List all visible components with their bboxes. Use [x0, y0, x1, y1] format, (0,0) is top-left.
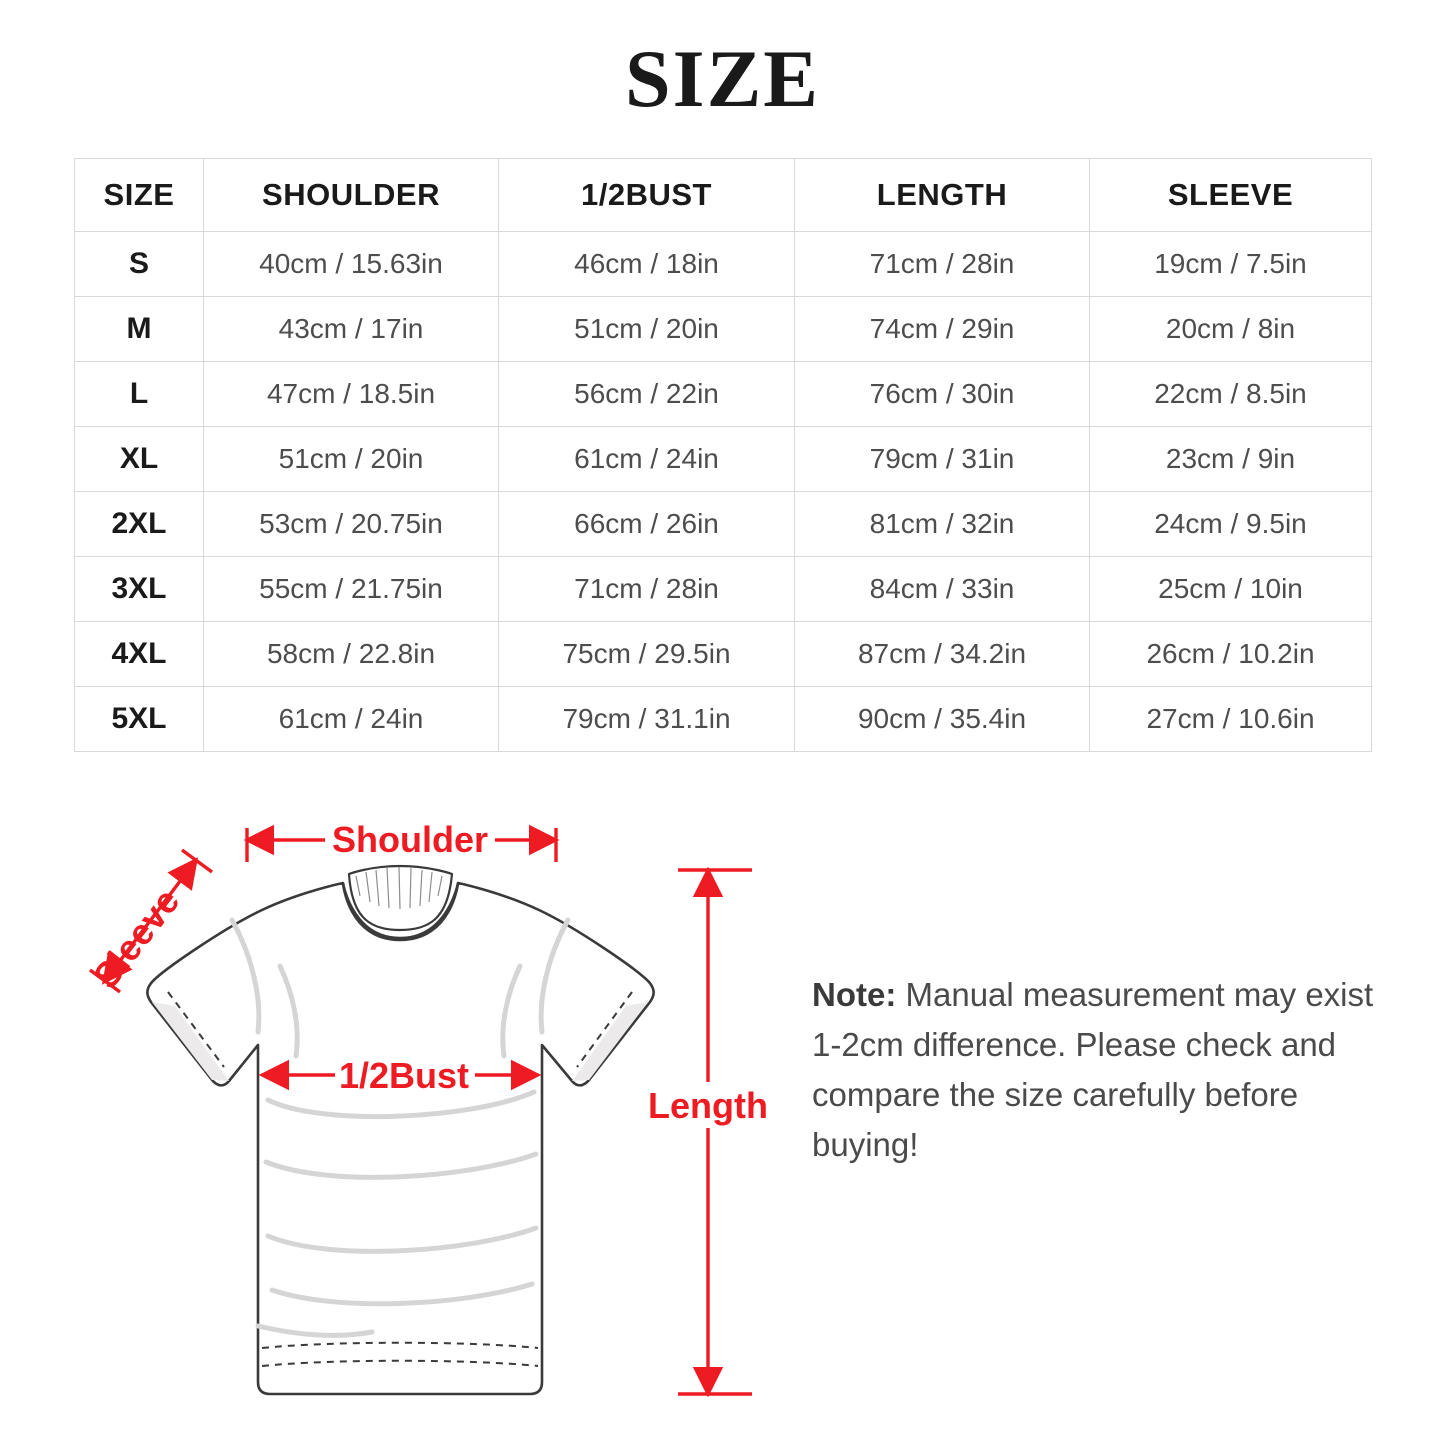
cell-shoulder: 51cm / 20in [204, 427, 499, 492]
cell-size: 5XL [75, 687, 204, 752]
page-title: SIZE [625, 33, 820, 124]
table-row [75, 297, 1372, 362]
table-row [75, 362, 1372, 427]
cell-length: 90cm / 35.4in [795, 687, 1090, 752]
cell-sleeve: 25cm / 10in [1090, 557, 1372, 622]
note-block [812, 970, 1382, 1171]
cell-sleeve: 22cm / 8.5in [1090, 362, 1372, 427]
note-text: Manual measurement may exist 1-2cm difference. Please check and compare the size carefully before buying! [812, 976, 1374, 1164]
bust-label: 1/2Bust [338, 1055, 470, 1096]
shoulder-label: Shoulder [331, 819, 489, 860]
table-row [75, 492, 1372, 557]
cell-shoulder: 61cm / 24in [204, 687, 499, 752]
cell-bust: 66cm / 26in [499, 492, 795, 557]
cell-sleeve: 19cm / 7.5in [1090, 232, 1372, 297]
cell-size: 4XL [75, 622, 204, 687]
table-row [75, 622, 1372, 687]
column-header-bust: 1/2BUST [499, 159, 795, 232]
cell-length: 71cm / 28in [795, 232, 1090, 297]
cell-shoulder: 53cm / 20.75in [204, 492, 499, 557]
cell-bust: 56cm / 22in [499, 362, 795, 427]
cell-size: XL [75, 427, 204, 492]
cell-sleeve: 20cm / 8in [1090, 297, 1372, 362]
size-chart-table [74, 158, 1372, 752]
cell-bust: 71cm / 28in [499, 557, 795, 622]
column-header-length: LENGTH [795, 159, 1090, 232]
table-row [75, 557, 1372, 622]
note-label: Note: [812, 976, 897, 1013]
shoulder-measure [247, 818, 556, 862]
cell-bust: 46cm / 18in [499, 232, 795, 297]
cell-shoulder: 58cm / 22.8in [204, 622, 499, 687]
tshirt-outline [147, 866, 653, 1394]
cell-length: 79cm / 31in [795, 427, 1090, 492]
cell-shoulder: 43cm / 17in [204, 297, 499, 362]
column-header-shoulder: SHOULDER [204, 159, 499, 232]
cell-size: L [75, 362, 204, 427]
cell-size: M [75, 297, 204, 362]
cell-shoulder: 40cm / 15.63in [204, 232, 499, 297]
cell-length: 74cm / 29in [795, 297, 1090, 362]
column-header-sleeve: SLEEVE [1090, 159, 1372, 232]
table-row [75, 232, 1372, 297]
cell-size: 3XL [75, 557, 204, 622]
cell-bust: 61cm / 24in [499, 427, 795, 492]
cell-sleeve: 24cm / 9.5in [1090, 492, 1372, 557]
cell-bust: 51cm / 20in [499, 297, 795, 362]
cell-length: 81cm / 32in [795, 492, 1090, 557]
cell-size: S [75, 232, 204, 297]
cell-shoulder: 55cm / 21.75in [204, 557, 499, 622]
length-label: Length [648, 1085, 768, 1126]
cell-length: 84cm / 33in [795, 557, 1090, 622]
table-row [75, 687, 1372, 752]
length-measure [648, 870, 768, 1394]
column-header-size: SIZE [75, 159, 204, 232]
cell-sleeve: 26cm / 10.2in [1090, 622, 1372, 687]
table-row [75, 427, 1372, 492]
cell-sleeve: 27cm / 10.6in [1090, 687, 1372, 752]
sleeve-label: Sleeve [84, 880, 188, 996]
cell-length: 76cm / 30in [795, 362, 1090, 427]
cell-length: 87cm / 34.2in [795, 622, 1090, 687]
cell-shoulder: 47cm / 18.5in [204, 362, 499, 427]
cell-size: 2XL [75, 492, 204, 557]
table-header-row [75, 159, 1372, 232]
cell-sleeve: 23cm / 9in [1090, 427, 1372, 492]
cell-bust: 75cm / 29.5in [499, 622, 795, 687]
cell-bust: 79cm / 31.1in [499, 687, 795, 752]
